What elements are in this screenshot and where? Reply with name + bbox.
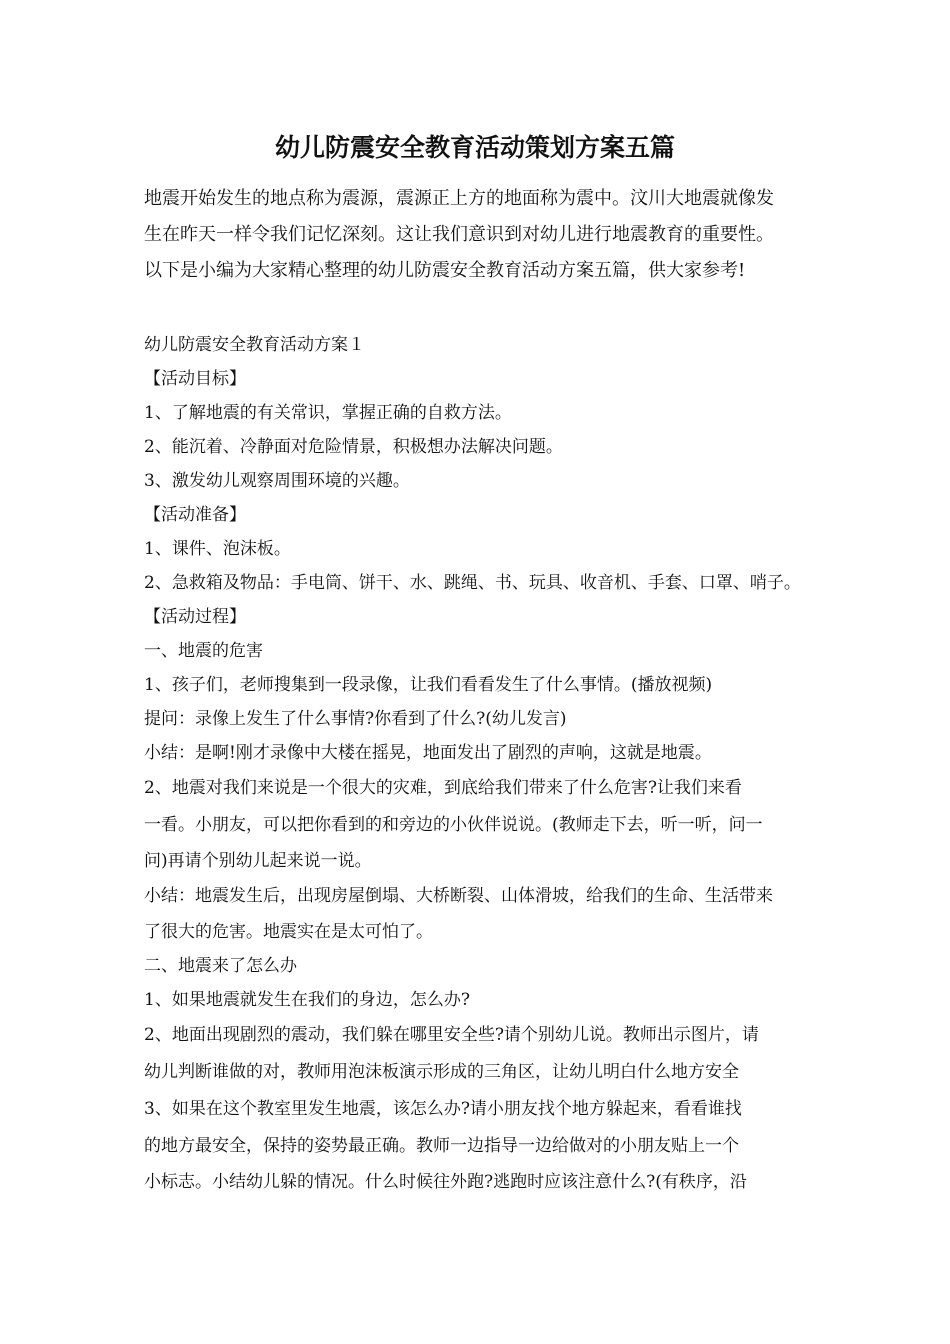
body-line: 幼儿判断谁做的对，教师用泡沫板演示形成的三角区，让幼儿明白什么地方安全: [144, 1062, 739, 1082]
body-line: 一、地震的危害: [144, 641, 263, 661]
body-line: 2、急救箱及物品：手电筒、饼干、水、跳绳、书、玩具、收音机、手套、口罩、哨子。: [144, 573, 801, 593]
body-line: 一看。小朋友，可以把你看到的和旁边的小伙伴说说。(教师走下去，听一听，问一: [144, 815, 763, 835]
body-line: 3、如果在这个教室里发生地震，该怎么办?请小朋友找个地方躲起来，看看谁找: [144, 1099, 742, 1119]
body-line: 的地方最安全，保持的姿势最正确。教师一边指导一边给做对的小朋友贴上一个: [144, 1136, 739, 1156]
body-line: 小结：是啊!刚才录像中大楼在摇晃，地面发出了剧烈的声响，这就是地震。: [144, 743, 712, 763]
document-title: 幼儿防震安全教育活动策划方案五篇: [274, 133, 675, 162]
section-heading: 幼儿防震安全教育活动方案１: [144, 335, 365, 355]
body-line: 问)再请个别幼儿起来说一说。: [144, 851, 372, 871]
body-line: 小标志。小结幼儿躲的情况。什么时候往外跑?逃跑时应该注意什么?(有秩序，沿: [144, 1172, 747, 1192]
body-line: 了很大的危害。地震实在是太可怕了。: [144, 922, 433, 942]
intro-line: 生在昨天一样令我们记忆深刻。这让我们意识到对幼儿进行地震教育的重要性。: [144, 224, 774, 245]
body-line: 1、如果地震就发生在我们的身边，怎么办?: [144, 990, 470, 1010]
body-line: 2、能沉着、冷静面对危险情景，积极想办法解决问题。: [144, 437, 563, 457]
intro-line: 地震开始发生的地点称为震源，震源正上方的地面称为震中。汶川大地震就像发: [144, 188, 774, 209]
body-line: 1、孩子们，老师搜集到一段录像，让我们看看发生了什么事情。(播放视频): [144, 675, 713, 695]
intro-line: 以下是小编为大家精心整理的幼儿防震安全教育活动方案五篇，供大家参考!: [144, 260, 746, 281]
body-text: [144, 328, 808, 1199]
body-line: 3、激发幼儿观察周围环境的兴趣。: [144, 471, 410, 491]
subheading: 【活动准备】: [144, 505, 246, 525]
body-line: 2、地面出现剧烈的震动，我们躲在哪里安全些?请个别幼儿说。教师出示图片，请: [144, 1025, 759, 1045]
body-line: 1、课件、泡沫板。: [144, 539, 291, 559]
subheading: 【活动过程】: [144, 607, 246, 627]
body-line: 小结：地震发生后，出现房屋倒塌、大桥断裂、山体滑坡，给我们的生命、生活带来: [144, 886, 773, 906]
body-line: 提问：录像上发生了什么事情?你看到了什么?(幼儿发言): [144, 709, 567, 729]
subheading: 【活动目标】: [144, 369, 246, 389]
body-line: 2、地震对我们来说是一个很大的灾难，到底给我们带来了什么危害?让我们来看: [144, 778, 742, 798]
body-line: 二、地震来了怎么办: [144, 956, 297, 976]
intro-paragraph: [144, 181, 808, 289]
body-line: 1、了解地震的有关常识，掌握正确的自救方法。: [144, 403, 512, 423]
